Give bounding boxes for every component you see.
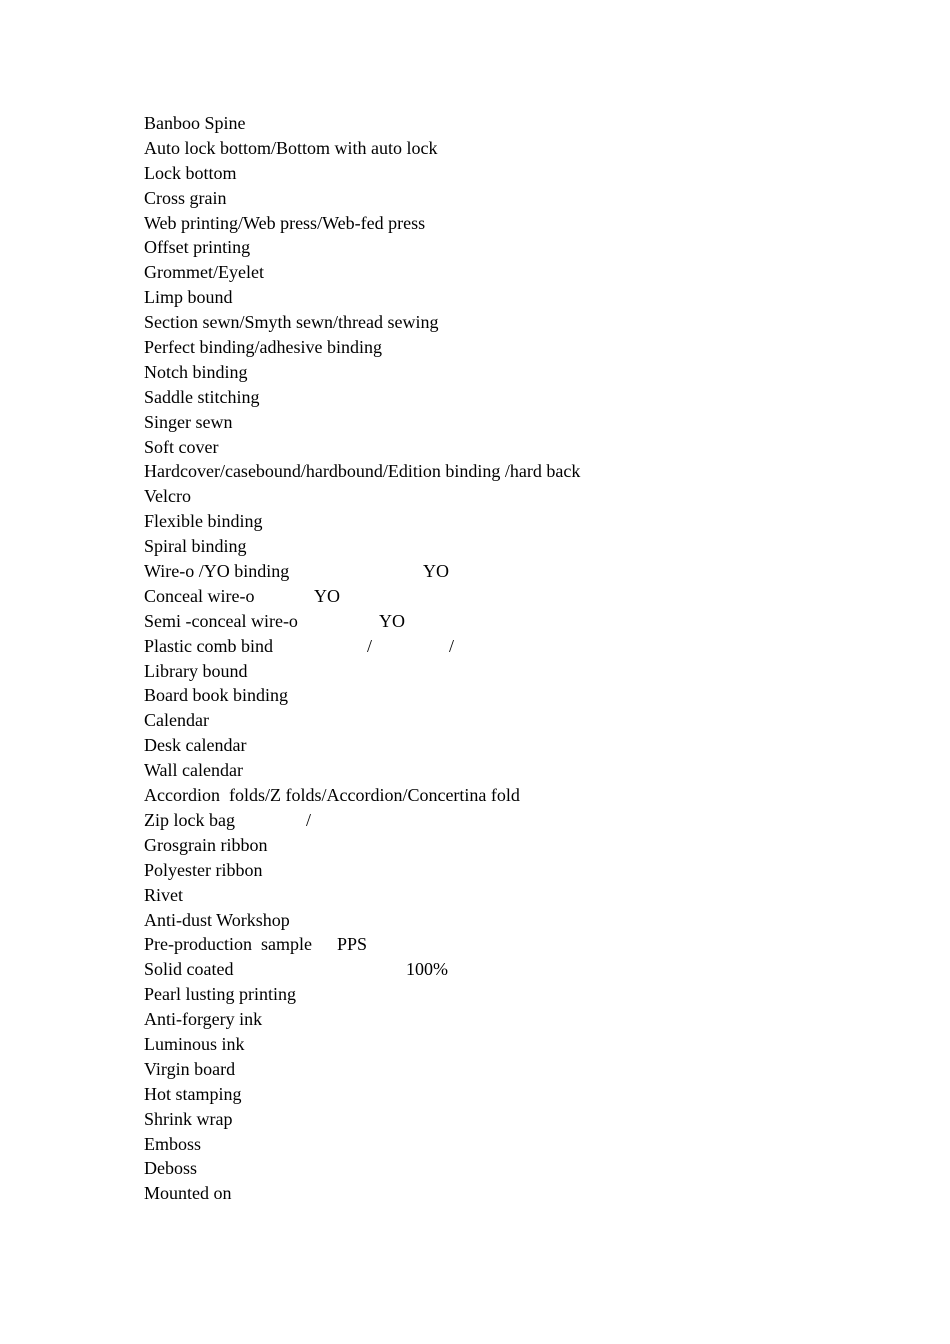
glossary-annotation: 100%	[406, 959, 448, 980]
glossary-line	[144, 908, 580, 933]
glossary-line	[144, 659, 580, 684]
glossary-line	[144, 1156, 580, 1181]
glossary-line	[144, 484, 580, 509]
glossary-line	[144, 459, 580, 484]
glossary-term: Grosgrain ribbon	[144, 834, 268, 855]
glossary-annotation: PPS	[337, 934, 368, 955]
glossary-line	[144, 111, 580, 136]
glossary-annotation: /	[306, 809, 312, 830]
glossary-term: Shrink wrap	[144, 1108, 233, 1129]
glossary-term: Semi -conceal wire-o	[144, 610, 298, 631]
glossary-term: Limp bound	[144, 287, 233, 308]
glossary-term: Cross grain	[144, 187, 227, 208]
glossary-term: Pearl lusting printing	[144, 984, 296, 1005]
glossary-line	[144, 360, 580, 385]
glossary-term: Plastic comb bind	[144, 635, 273, 656]
glossary-term: Banboo Spine	[144, 113, 246, 133]
glossary-annotation: /	[367, 635, 373, 656]
glossary-term: Board book binding	[144, 685, 288, 706]
glossary-term: Pre-production sample	[144, 934, 312, 955]
glossary-term: Web printing/Web press/Web-fed press	[144, 212, 426, 233]
glossary-line	[144, 1107, 580, 1132]
glossary-line	[144, 534, 580, 559]
glossary-line	[144, 833, 580, 858]
glossary-term: Deboss	[144, 1158, 197, 1179]
glossary-term: Auto lock bottom/Bottom with auto lock	[144, 137, 438, 158]
glossary-line	[144, 1082, 580, 1107]
glossary-term: Solid coated	[144, 959, 234, 980]
glossary-term: Accordion folds/Z folds/Accordion/Concertina fold	[144, 785, 520, 806]
glossary-term: Velcro	[144, 486, 191, 507]
glossary-term: Spiral binding	[144, 536, 247, 557]
glossary-term: Offset printing	[144, 237, 251, 258]
glossary-line	[144, 733, 580, 758]
glossary-annotation: YO	[423, 561, 449, 582]
glossary-term: Conceal wire-o	[144, 585, 255, 606]
glossary-line	[144, 584, 580, 609]
glossary-term: Flexible binding	[144, 511, 263, 532]
glossary-annotation: YO	[379, 610, 405, 631]
glossary-line	[144, 883, 580, 908]
glossary-annotation: /	[449, 635, 455, 656]
glossary-line	[144, 1057, 580, 1082]
glossary-term: Polyester ribbon	[144, 859, 263, 880]
glossary-term: Perfect binding/adhesive binding	[144, 337, 382, 358]
glossary-term: Notch binding	[144, 361, 248, 382]
glossary-line	[144, 957, 580, 982]
glossary-term: Singer sewn	[144, 411, 233, 432]
glossary-term: Virgin board	[144, 1058, 236, 1079]
glossary-line	[144, 932, 580, 957]
glossary-line	[144, 410, 580, 435]
glossary-line	[144, 783, 580, 808]
glossary-term: Soft cover	[144, 436, 219, 457]
glossary-line	[144, 310, 580, 335]
glossary-term: Anti-dust Workshop	[144, 909, 290, 930]
glossary-term: Rivet	[144, 884, 183, 905]
glossary-line	[144, 858, 580, 883]
glossary-term: Library bound	[144, 660, 248, 681]
glossary-term: Zip lock bag	[144, 809, 235, 830]
glossary-line	[144, 161, 580, 186]
glossary-line	[144, 211, 580, 236]
glossary-line	[144, 808, 580, 833]
glossary-term: Lock bottom	[144, 162, 237, 183]
glossary-line	[144, 136, 580, 161]
glossary-line	[144, 435, 580, 460]
glossary-line	[144, 509, 580, 534]
glossary-term: Desk calendar	[144, 735, 247, 756]
glossary-line	[144, 1007, 580, 1032]
glossary-term: Grommet/Eyelet	[144, 262, 264, 283]
glossary-line	[144, 1032, 580, 1057]
glossary-line	[144, 1132, 580, 1157]
glossary-term: Hardcover/casebound/hardbound/Edition binding /hard back	[144, 461, 581, 482]
glossary-line	[144, 235, 580, 260]
glossary-term: Section sewn/Smyth sewn/thread sewing	[144, 312, 439, 333]
glossary-list	[144, 111, 580, 1206]
glossary-term: Luminous ink	[144, 1033, 245, 1054]
glossary-line	[144, 708, 580, 733]
glossary-term: Hot stamping	[144, 1083, 242, 1104]
glossary-line	[144, 758, 580, 783]
glossary-line	[144, 559, 580, 584]
glossary-line	[144, 285, 580, 310]
glossary-term: Anti-forgery ink	[144, 1009, 263, 1030]
glossary-line	[144, 335, 580, 360]
glossary-term: Mounted on	[144, 1183, 232, 1204]
glossary-line	[144, 982, 580, 1007]
glossary-line	[144, 186, 580, 211]
glossary-term: Saddle stitching	[144, 386, 260, 407]
glossary-term: Calendar	[144, 710, 209, 731]
glossary-line	[144, 609, 580, 634]
glossary-line	[144, 385, 580, 410]
glossary-term: Wall calendar	[144, 760, 243, 781]
glossary-annotation: YO	[314, 585, 340, 606]
glossary-line	[144, 260, 580, 285]
glossary-line	[144, 1181, 580, 1206]
glossary-line	[144, 683, 580, 708]
glossary-term: Wire-o /YO binding	[144, 561, 290, 582]
glossary-line	[144, 634, 580, 659]
glossary-term: Emboss	[144, 1133, 202, 1154]
